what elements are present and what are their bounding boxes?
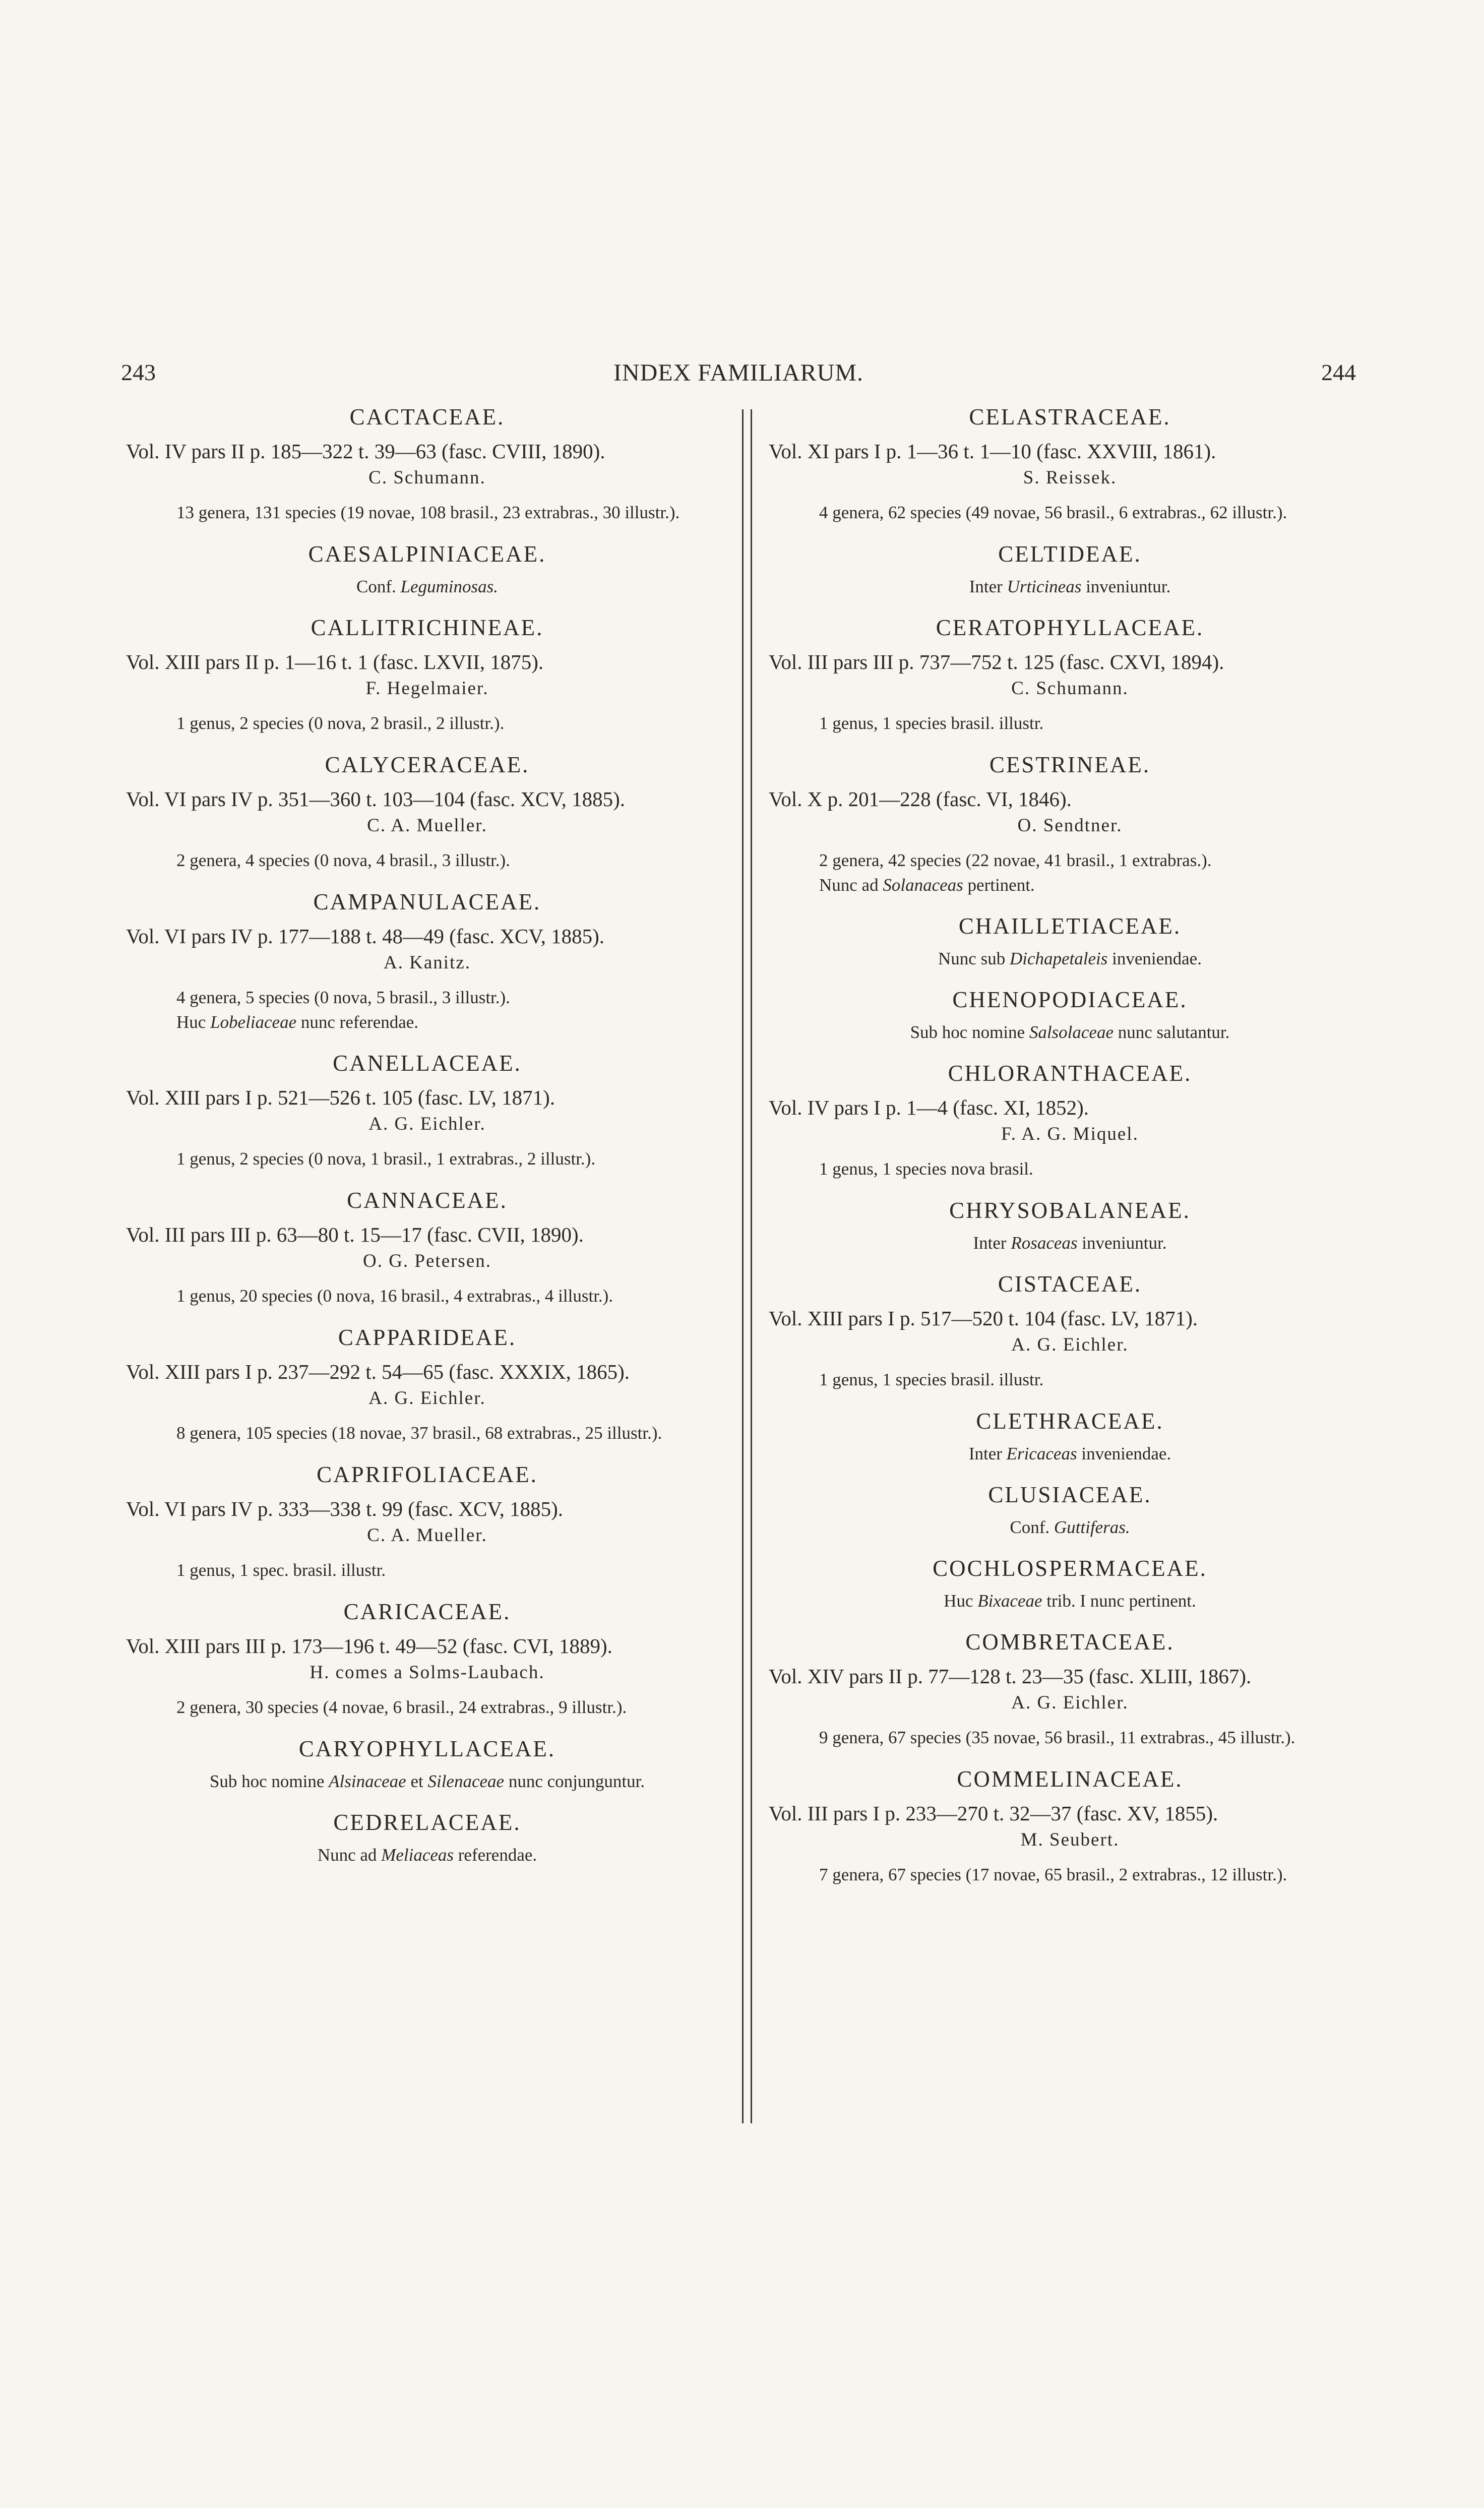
species-stats: 2 genera, 42 species (22 novae, 41 brasil., 1 extrabras.).: [819, 850, 1212, 870]
entry-cactaceae: [126, 403, 728, 525]
entry-caricaceae: [126, 1598, 728, 1720]
author-name: C. A. Mueller.: [367, 815, 487, 836]
volume-reference: Vol. X p. 201—228 (fasc. VI, 1846).: [769, 787, 1072, 811]
family-heading: CHAILLETIACEAE.: [958, 913, 1182, 939]
cross-reference: Nunc ad Meliaceas referendae.: [317, 1845, 537, 1865]
volume-reference: Vol. XIII pars II p. 1—16 t. 1 (fasc. LXVII, 1875).: [126, 650, 544, 674]
cross-reference: Huc Bixaceae trib. I nunc pertinent.: [944, 1591, 1196, 1611]
entry-combretaceae: [769, 1628, 1371, 1750]
page-number-right: 244: [1321, 359, 1356, 385]
author-name: C. Schumann.: [1011, 678, 1129, 699]
cross-reference: Inter Rosaceas inveniuntur.: [973, 1233, 1167, 1253]
entry-capparideae: [126, 1324, 728, 1446]
page-header: [121, 359, 1356, 399]
family-heading: CESTRINEAE.: [989, 752, 1151, 777]
cross-reference: Sub hoc nomine Alsinaceae et Silenaceae nunc conjunguntur.: [209, 1771, 645, 1791]
entry-chrysobalaneae: [769, 1197, 1371, 1255]
species-stats: 8 genera, 105 species (18 novae, 37 brasil., 68 extrabras., 25 illustr.).: [176, 1423, 662, 1443]
cross-reference: Huc Lobeliaceae nunc referendae.: [176, 1012, 419, 1032]
family-heading: CELTIDEAE.: [998, 541, 1142, 567]
entry-ceratophyllaceae: [769, 614, 1371, 736]
family-heading: CAPRIFOLIACEAE.: [317, 1462, 538, 1487]
volume-reference: Vol. VI pars IV p. 333—338 t. 99 (fasc. XCV, 1885).: [126, 1497, 564, 1520]
entry-cochlospermaceae: [769, 1555, 1371, 1613]
species-stats: 1 genus, 1 species brasil. illustr.: [819, 1370, 1044, 1389]
family-heading: CAESALPINIACEAE.: [308, 541, 546, 567]
author-name: A. G. Eichler.: [1011, 1692, 1129, 1713]
family-heading: CISTACEAE.: [998, 1271, 1142, 1297]
family-heading: CAMPANULACEAE.: [313, 889, 541, 914]
family-heading: CHENOPODIACEAE.: [952, 987, 1188, 1012]
author-name: F. Hegelmaier.: [365, 678, 489, 699]
family-heading: CELASTRACEAE.: [969, 404, 1171, 430]
family-heading: COMMELINACEAE.: [957, 1766, 1183, 1792]
author-name: C. Schumann.: [368, 467, 486, 488]
entry-cannaceae: [126, 1187, 728, 1309]
volume-reference: Vol. IV pars II p. 185—322 t. 39—63 (fasc. CVIII, 1890).: [126, 440, 605, 463]
species-stats: 4 genera, 62 species (49 novae, 56 brasil., 6 extrabras., 62 illustr.).: [819, 503, 1287, 522]
cross-reference: Nunc sub Dichapetaleis inveniendae.: [938, 949, 1202, 968]
volume-reference: Vol. VI pars IV p. 177—188 t. 48—49 (fasc. XCV, 1885).: [126, 925, 605, 948]
family-heading: CHRYSOBALANEAE.: [949, 1198, 1191, 1223]
family-heading: COMBRETACEAE.: [965, 1629, 1174, 1655]
cross-reference: Sub hoc nomine Salsolaceae nunc salutantur.: [910, 1022, 1230, 1042]
author-name: M. Seubert.: [1020, 1829, 1120, 1850]
entry-caryophyllaceae: [126, 1735, 728, 1794]
family-heading: CALLITRICHINEAE.: [311, 615, 544, 640]
entry-cedrelaceae: [126, 1809, 728, 1867]
entry-canellaceae: [126, 1050, 728, 1172]
species-stats: 1 genus, 20 species (0 nova, 16 brasil., 4 extrabras., 4 illustr.).: [176, 1286, 613, 1306]
volume-reference: Vol. III pars III p. 63—80 t. 15—17 (fasc. CVII, 1890).: [126, 1223, 584, 1246]
volume-reference: Vol. III pars III p. 737—752 t. 125 (fasc. CXVI, 1894).: [769, 650, 1224, 674]
author-name: O. G. Petersen.: [362, 1251, 492, 1271]
column-divider: [742, 409, 752, 2123]
entry-campanulaceae: [126, 888, 728, 1034]
volume-reference: Vol. III pars I p. 233—270 t. 32—37 (fasc. XV, 1855).: [769, 1802, 1218, 1825]
left-column: [126, 403, 728, 1882]
running-title: INDEX FAMILIARUM.: [613, 359, 864, 386]
page-number-left: 243: [121, 359, 156, 385]
cross-reference: Nunc ad Solanaceas pertinent.: [819, 875, 1035, 895]
family-heading: CHLORANTHACEAE.: [948, 1061, 1192, 1086]
species-stats: 1 genus, 1 species nova brasil.: [819, 1159, 1033, 1179]
volume-reference: Vol. XIII pars I p. 237—292 t. 54—65 (fasc. XXXIX, 1865).: [126, 1360, 630, 1383]
family-heading: CANELLACEAE.: [333, 1051, 522, 1076]
family-heading: CLETHRACEAE.: [976, 1409, 1164, 1434]
species-stats: 13 genera, 131 species (19 novae, 108 brasil., 23 extrabras., 30 illustr.).: [176, 503, 680, 522]
entry-clethraceae: [769, 1408, 1371, 1466]
volume-reference: Vol. XIV pars II p. 77—128 t. 23—35 (fasc. XLIII, 1867).: [769, 1665, 1252, 1688]
family-heading: COCHLOSPERMACEAE.: [933, 1556, 1207, 1581]
volume-reference: Vol. VI pars IV p. 351—360 t. 103—104 (fasc. XCV, 1885).: [126, 787, 626, 811]
author-name: F. A. G. Miquel.: [1001, 1124, 1139, 1144]
volume-reference: Vol. IV pars I p. 1—4 (fasc. XI, 1852).: [769, 1096, 1089, 1119]
species-stats: 2 genera, 30 species (4 novae, 6 brasil., 24 extrabras., 9 illustr.).: [176, 1697, 627, 1717]
family-heading: CALYCERACEAE.: [325, 752, 530, 777]
author-name: H. comes a Solms-Laubach.: [310, 1662, 545, 1683]
entry-chailletiaceae: [769, 912, 1371, 971]
entry-chloranthaceae: [769, 1060, 1371, 1182]
family-heading: CANNACEAE.: [347, 1188, 508, 1213]
entry-celtideae: [769, 540, 1371, 599]
species-stats: 2 genera, 4 species (0 nova, 4 brasil., 3 illustr.).: [176, 850, 510, 870]
author-name: S. Reissek.: [1023, 467, 1117, 488]
family-heading: CARYOPHYLLACEAE.: [298, 1736, 556, 1761]
entry-cestrineae: [769, 751, 1371, 897]
cross-reference: Inter Urticineas inveniuntur.: [969, 577, 1171, 596]
author-name: A. G. Eichler.: [368, 1114, 486, 1134]
volume-reference: Vol. XI pars I p. 1—36 t. 1—10 (fasc. XXVIII, 1861).: [769, 440, 1216, 463]
volume-reference: Vol. XIII pars III p. 173—196 t. 49—52 (fasc. CVI, 1889).: [126, 1634, 612, 1658]
author-name: A. G. Eichler.: [368, 1388, 486, 1409]
species-stats: 4 genera, 5 species (0 nova, 5 brasil., 3 illustr.).: [176, 988, 510, 1007]
right-column: [769, 403, 1371, 1903]
volume-reference: Vol. XIII pars I p. 521—526 t. 105 (fasc. LV, 1871).: [126, 1086, 555, 1109]
entry-calyceraceae: [126, 751, 728, 873]
family-heading: CERATOPHYLLACEAE.: [936, 615, 1204, 640]
entry-caesalpiniaceae: [126, 540, 728, 599]
author-name: A. Kanitz.: [383, 952, 471, 973]
species-stats: 9 genera, 67 species (35 novae, 56 brasil., 11 extrabras., 45 illustr.).: [819, 1728, 1295, 1747]
species-stats: 1 genus, 1 species brasil. illustr.: [819, 713, 1044, 733]
family-heading: CARICACEAE.: [343, 1599, 511, 1624]
entry-caprifoliaceae: [126, 1461, 728, 1583]
entry-callitrichineae: [126, 614, 728, 736]
author-name: O. Sendtner.: [1017, 815, 1123, 836]
entry-cistaceae: [769, 1270, 1371, 1392]
entry-commelinaceae: [769, 1765, 1371, 1887]
family-heading: CEDRELACEAE.: [333, 1810, 521, 1835]
cross-reference: Conf. Leguminosas.: [356, 577, 498, 596]
species-stats: 1 genus, 2 species (0 nova, 1 brasil., 1 extrabras., 2 illustr.).: [176, 1149, 596, 1169]
volume-reference: Vol. XIII pars I p. 517—520 t. 104 (fasc. LV, 1871).: [769, 1307, 1198, 1330]
entry-clusiaceae: [769, 1481, 1371, 1540]
entry-chenopodiaceae: [769, 986, 1371, 1045]
author-name: A. G. Eichler.: [1011, 1334, 1129, 1355]
cross-reference: Inter Ericaceas inveniendae.: [968, 1444, 1171, 1463]
entry-celastraceae: [769, 403, 1371, 525]
species-stats: 1 genus, 1 spec. brasil. illustr.: [176, 1560, 386, 1580]
species-stats: 1 genus, 2 species (0 nova, 2 brasil., 2 illustr.).: [176, 713, 505, 733]
family-heading: CAPPARIDEAE.: [338, 1325, 517, 1350]
family-heading: CACTACEAE.: [349, 404, 505, 430]
author-name: C. A. Mueller.: [367, 1525, 487, 1546]
family-heading: CLUSIACEAE.: [988, 1482, 1152, 1507]
cross-reference: Conf. Guttiferas.: [1010, 1517, 1130, 1537]
species-stats: 7 genera, 67 species (17 novae, 65 brasil., 2 extrabras., 12 illustr.).: [819, 1865, 1287, 1884]
